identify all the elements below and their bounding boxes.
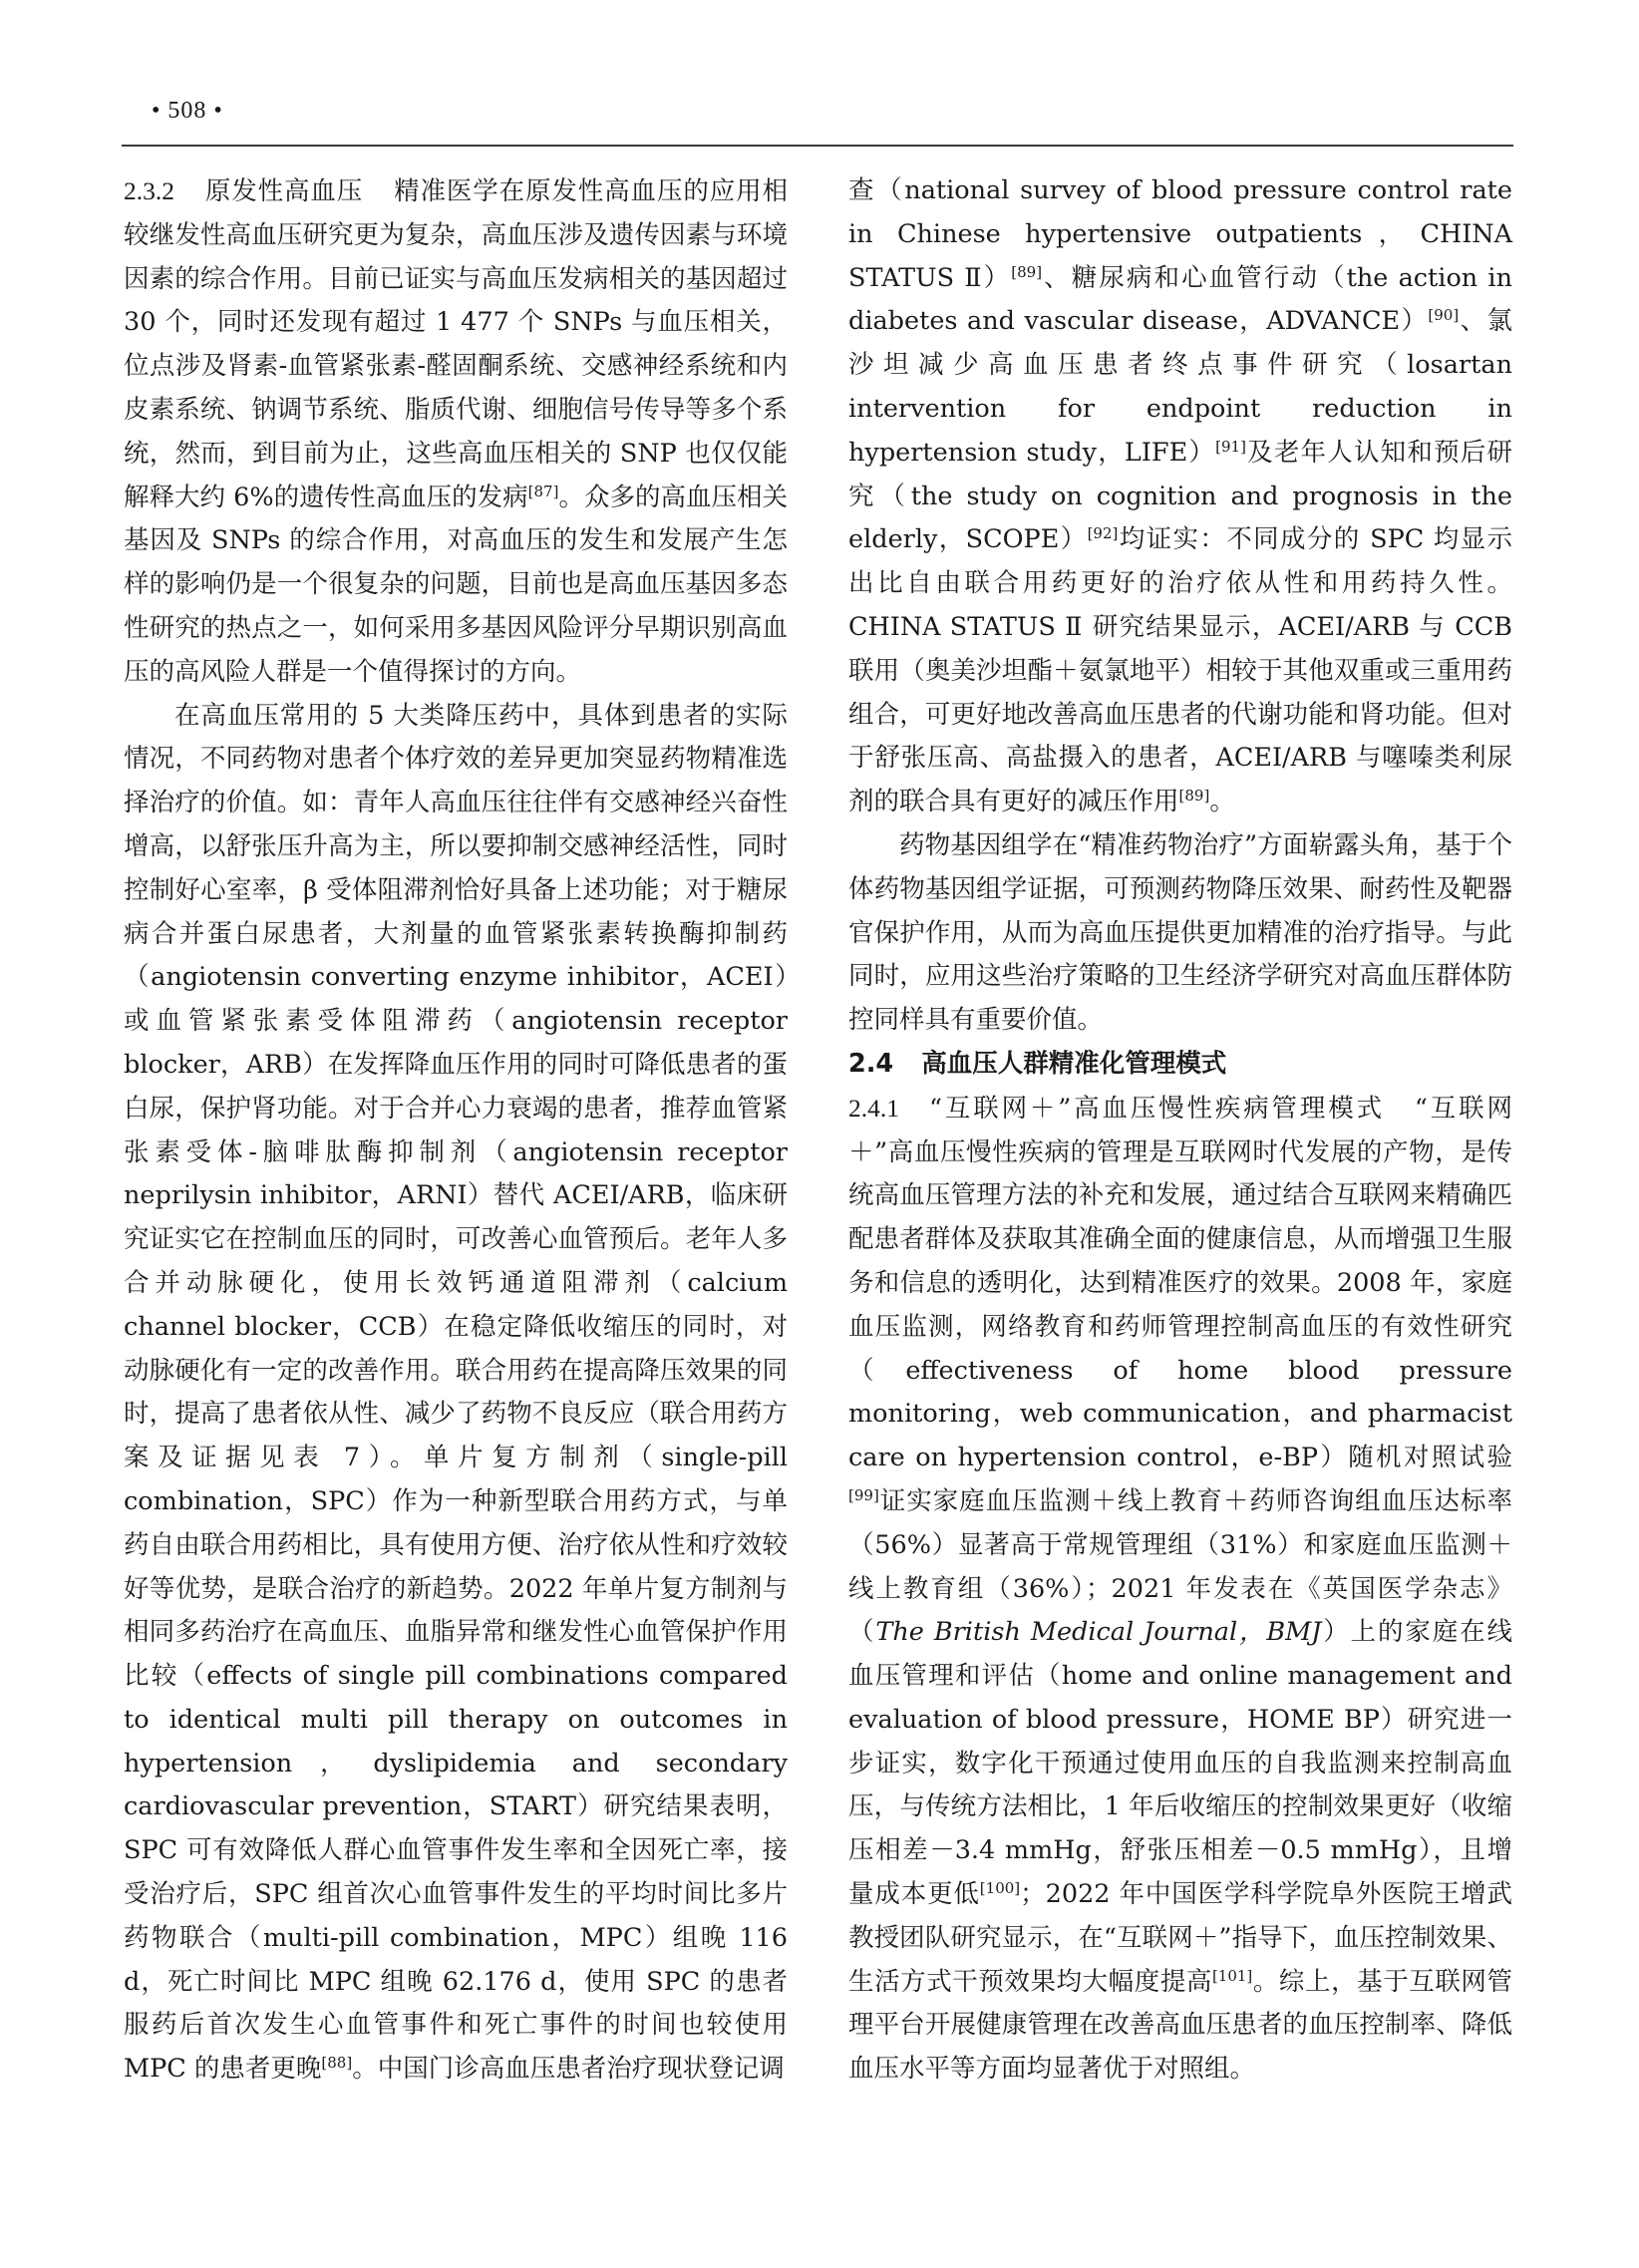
citation-ref: [89]	[1011, 262, 1043, 281]
page-number: • 508 •	[152, 98, 223, 124]
paragraph-text: 。中国门诊高血压患者治疗现状登记调	[352, 2054, 785, 2085]
paragraph-text: 证实家庭血压监测＋线上教育＋药师咨询组血压达标率（56%）显著高于常规管理组（31%）和家庭血压监测＋线上教育组（36%）；2021 年发表在《英国医学杂志》（	[848, 1485, 1512, 1648]
paragraph-continued	[848, 169, 1512, 824]
paragraph-2-4-1	[848, 1087, 1512, 2092]
paragraph-text: 、糖尿病和心血管行动（the action in diabetes and vascular disease，ADVANCE）	[848, 262, 1513, 337]
section-title: 原发性高血压	[204, 176, 364, 206]
paragraph-text: 。众多的高血压相关基因及 SNPs 的综合作用，对高血压的发生和发展产生怎样的影响仍是一个很复杂的问题，目前也是高血压基因多态性研究的热点之一，如何采用多基因风险评分早期识别高血压的高风险人群是一个值得探讨的方向。	[124, 482, 788, 687]
paragraph-text: 及老年人认知和预后研究（the study on cognition and prognosis in the elderly，SCOPE）	[848, 437, 1512, 555]
paragraph-text: “互联网＋”高血压慢性疾病的管理是互联网时代发展的产物，是传统高血压管理方法的补充和发展，通过结合互联网来精确匹配患者群体及获取其准确全面的健康信息，从而增强卫生服务和信息的透明化，达到精准医疗的效果。2008 年，家庭血压监测，网络教育和药师管理控制高血压的有效性研究（effectiveness of home blood pressure monitoring，web communication，and pharmacist care on hypertension control，e-BP）随机对照试验	[848, 1093, 1512, 1473]
left-column	[124, 169, 788, 2092]
citation-ref: [92]	[1087, 524, 1119, 543]
citation-ref: [88]	[321, 2054, 353, 2073]
paragraph-text: 。综上，基于互联网管理平台开展健康管理在改善高血压患者的血压控制率、降低血压水平等方面均显著优于对照组。	[848, 1966, 1512, 2085]
citation-ref: [87]	[527, 482, 559, 500]
section-title: 高血压人群精准化管理模式	[921, 1048, 1227, 1079]
paragraph-text: 。	[1209, 787, 1235, 817]
citation-ref: [99]	[848, 1485, 879, 1504]
paragraph-text: ；2022 年中国医学科学院阜外医院王增武教授团队研究显示，在“互联网＋”指导下，血压控制效果、生活方式干预效果均大幅度提高	[848, 1879, 1512, 1997]
paragraph-drugs	[124, 695, 788, 2093]
citation-ref: [101]	[1211, 1966, 1253, 1985]
section-number: 2.4	[848, 1048, 894, 1079]
paragraph-text: ）上的家庭在线血压管理和评估（home and online management and evaluation of blood pressure，HOME BP）研究进一步证实，数字化干预通过使用血压的自我监测来控制高血压，与传统方法相比，1 年后收缩压的控制效果更好（收缩压相差－3.4 mmHg，舒张压相差－0.5 mmHg），且增量成本更低	[848, 1617, 1512, 1910]
paragraph-text: 精准医学在原发性高血压的应用相较继发性高血压研究更为复杂，高血压涉及遗传因素与环境因素的综合作用。目前已证实与高血压发病相关的基因超过 30 个，同时还发现有超过 1 477 个 SNPs 与血压相关，位点涉及肾素-血管紧张素-醛固酮系统、交感神经系统和内皮素系统、钠调节系统、脂质代谢、细胞信号传导等多个系统，然而，到目前为止，这些高血压相关的 SNP 也仅仅能解释大约 6%的遗传性高血压的发病	[124, 176, 788, 512]
paragraph-text: 均证实：不同成分的 SPC 均显示出比自由联合用药更好的治疗依从性和用药持久性。CHINA STATUS Ⅱ 研究结果显示，ACEI/ARB 与 CCB 联用（奥美沙坦酯＋氨氯地平）相较于其他双重或三重用药组合，可更好地改善高血压患者的代谢功能和肾功能。但对于舒张压高、高盐摄入的患者，ACEI/ARB 与噻嗪类利尿剂的联合具有更好的减压作用	[848, 524, 1512, 817]
section-number: 2.4.1	[848, 1093, 899, 1123]
citation-ref: [91]	[1215, 437, 1246, 456]
section-number: 2.3.2	[124, 176, 174, 205]
journal-name: The British Medical Journal，BMJ	[875, 1617, 1322, 1648]
paragraph-text: 查（national survey of blood pressure control rate in Chinese hypertensive outpatients，CHINA STATUS Ⅱ）	[848, 175, 1512, 293]
section-title: “互联网＋”高血压慢性疾病管理模式	[929, 1093, 1385, 1124]
paragraph-text: 在高血压常用的 5 大类降压药中，具体到患者的实际情况，不同药物对患者个体疗效的差异更加突显药物精准选择治疗的价值。如：青年人高血压往往伴有交感神经兴奋性增高，以舒张压升高为主，所以要抑制交感神经活性，同时控制好心室率，β 受体阻滞剂恰好具备上述功能；对于糖尿病合并蛋白尿患者，大剂量的血管紧张素转换酶抑制药（angiotensin converting enzyme inhibitor，ACEI）或血管紧张素受体阻滞药（angiotensin receptor blocker，ARB）在发挥降血压作用的同时可降低患者的蛋白尿，保护肾功能。对于合并心力衰竭的患者，推荐血管紧张素受体-脑啡肽酶抑制剂（angiotensin receptor neprilysin inhibitor，ARNI）替代 ACEI/ARB，临床研究证实它在控制血压的同时，可改善心血管预后。老年人多合并动脉硬化，使用长效钙通道阻滞剂（calcium channel blocker，CCB）在稳定降低收缩压的同时，对动脉硬化有一定的改善作用。联合用药在提高降压效果的同时，提高了患者依从性、减少了药物不良反应（联合用药方案及证据见表 7）。单片复方制剂（single-pill combination，SPC）作为一种新型联合用药方式，与单药自由联合用药相比，具有使用方便、治疗依从性和疗效较好等优势，是联合治疗的新趋势。2022 年单片复方制剂与相同多药治疗在高血压、血脂异常和继发性心血管保护作用比较（effects of single pill combinations compared to identical multi pill therapy on outcomes in hypertension，dyslipidemia and secondary cardiovascular prevention，START）研究结果表明，SPC 可有效降低人群心血管事件发生率和全因死亡率，接受治疗后，SPC 组首次心血管事件发生的平均时间比多片药物联合（multi-pill combination，MPC）组晚 116 d，死亡时间比 MPC 组晚 62.176 d，使用 SPC 的患者服药后首次发生心血管事件和死亡事件的时间也较使用 MPC 的患者更晚	[124, 700, 788, 2085]
header-rule	[122, 145, 1513, 147]
paragraph-pharmacogenomics: 药物基因组学在“精准药物治疗”方面崭露头角，基于个体药物基因组学证据，可预测药物降压效果、耐药性及靶器官保护作用，从而为高血压提供更加精准的治疗指导。与此同时，应用这些治疗策略的卫生经济学研究对高血压群体防控同样具有重要价值。	[848, 829, 1512, 1036]
right-column	[848, 169, 1512, 2092]
paragraph-text: 、氯沙坦减少高血压患者终点事件研究（losartan intervention for endpoint reduction in hypertension study，LIFE）	[848, 306, 1512, 468]
paragraph-2-3-2	[124, 169, 788, 695]
citation-ref: [89]	[1178, 787, 1210, 806]
citation-ref: [100]	[979, 1879, 1021, 1898]
citation-ref: [90]	[1428, 306, 1460, 325]
section-heading-2-4	[848, 1043, 1512, 1087]
